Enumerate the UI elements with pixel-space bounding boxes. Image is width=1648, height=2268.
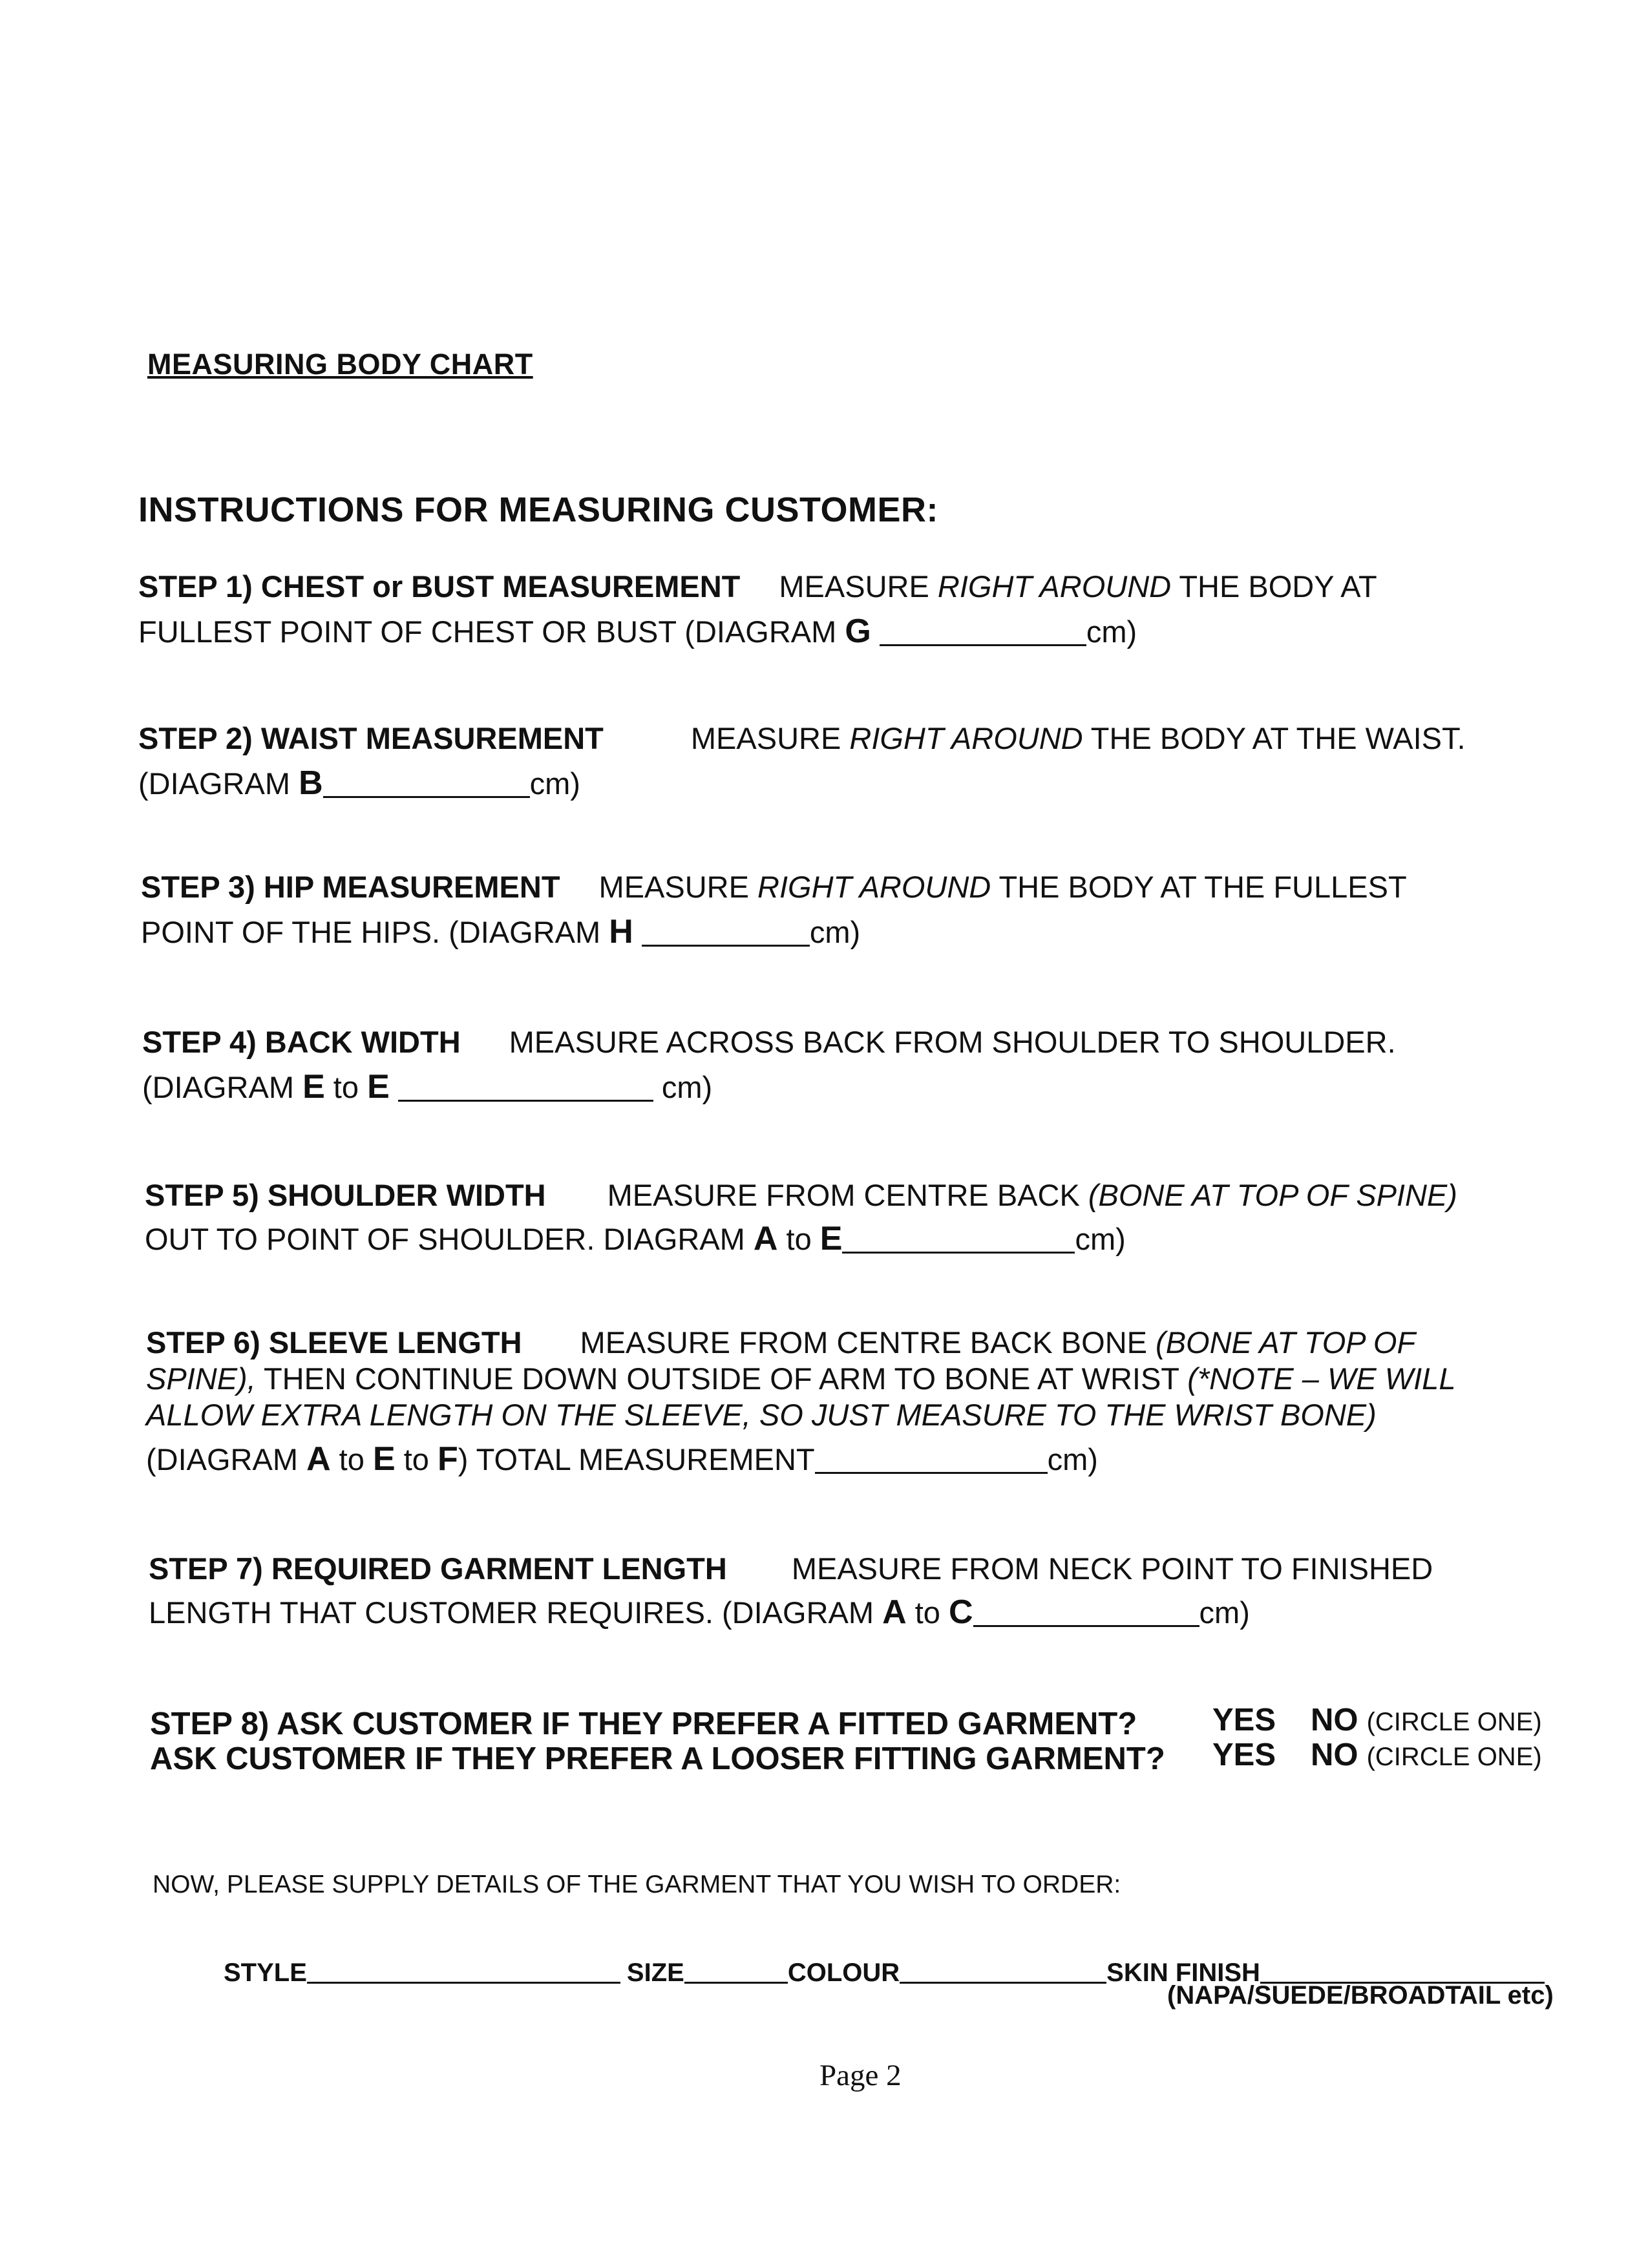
shoulder-width-field[interactable]	[842, 1221, 1075, 1254]
style-label: STYLE	[224, 1958, 307, 1987]
hip-measurement-field[interactable]	[642, 914, 810, 947]
page-number: Page 2	[819, 2059, 902, 2092]
colour-label: COLOUR	[787, 1958, 900, 1987]
step4-line2: (DIAGRAM E to E cm)	[142, 1068, 713, 1106]
skin-finish-field[interactable]	[1260, 1956, 1545, 1984]
style-field[interactable]	[307, 1956, 620, 1984]
sleeve-length-field[interactable]	[815, 1442, 1048, 1474]
step4-label: STEP 4) BACK WIDTH	[142, 1025, 461, 1059]
step7-line1: STEP 7) REQUIRED GARMENT LENGTH MEASURE FROM NECK POINT TO FINISHED	[149, 1551, 1433, 1586]
skin-finish-label: SKIN FINISH	[1106, 1958, 1260, 1987]
size-field[interactable]	[684, 1956, 788, 1984]
step6-line3: ALLOW EXTRA LENGTH ON THE SLEEVE, SO JUST MEASURE TO THE WRIST BONE)	[146, 1398, 1377, 1432]
looser-no-option[interactable]: NO	[1311, 1738, 1358, 1772]
waist-measurement-field[interactable]	[323, 766, 530, 798]
step5-label: STEP 5) SHOULDER WIDTH	[145, 1178, 546, 1212]
skin-finish-note: (NAPA/SUEDE/BROADTAIL etc)	[1167, 1981, 1554, 2010]
step7-line2: LENGTH THAT CUSTOMER REQUIRES. (DIAGRAM A to C cm)	[149, 1593, 1250, 1631]
step8-question-looser: ASK CUSTOMER IF THEY PREFER A LOOSER FITTING GARMENT?	[150, 1741, 1165, 1776]
step3-line2: POINT OF THE HIPS. (DIAGRAM H cm)	[141, 913, 861, 950]
step3-line1: STEP 3) HIP MEASUREMENT MEASURE RIGHT AROUND THE BODY AT THE FULLEST	[141, 870, 1407, 904]
size-label: SIZE	[626, 1958, 684, 1987]
looser-no-group: NO (CIRCLE ONE)	[1311, 1738, 1542, 1772]
instructions-heading: INSTRUCTIONS FOR MEASURING CUSTOMER:	[138, 490, 939, 529]
step4-line1: STEP 4) BACK WIDTH MEASURE ACROSS BACK FROM SHOULDER TO SHOULDER.	[142, 1025, 1396, 1059]
step8-question-fitted: STEP 8) ASK CUSTOMER IF THEY PREFER A FITTED GARMENT?	[150, 1706, 1137, 1741]
step6-label: STEP 6) SLEEVE LENGTH	[146, 1325, 522, 1360]
fitted-yes-option[interactable]: YES	[1212, 1703, 1276, 1738]
step3-label: STEP 3) HIP MEASUREMENT	[141, 870, 560, 904]
colour-field[interactable]	[900, 1956, 1106, 1984]
step1-label: STEP 1) CHEST or BUST MEASUREMENT	[138, 569, 741, 604]
fitted-no-option[interactable]: NO	[1311, 1703, 1358, 1738]
step5-line2: OUT TO POINT OF SHOULDER. DIAGRAM A to E cm)	[145, 1220, 1126, 1257]
order-instructions: NOW, PLEASE SUPPLY DETAILS OF THE GARMENT THAT YOU WISH TO ORDER:	[153, 1871, 1121, 1898]
step6-line1: STEP 6) SLEEVE LENGTH MEASURE FROM CENTRE BACK BONE (BONE AT TOP OF	[146, 1325, 1416, 1360]
step2-label: STEP 2) WAIST MEASUREMENT	[138, 721, 604, 755]
fitted-no-group: NO (CIRCLE ONE)	[1311, 1703, 1542, 1738]
step5-line1: STEP 5) SHOULDER WIDTH MEASURE FROM CENTRE BACK (BONE AT TOP OF SPINE)	[145, 1178, 1457, 1212]
step2-line1: STEP 2) WAIST MEASUREMENT MEASURE RIGHT AROUND THE BODY AT THE WAIST.	[138, 721, 1466, 755]
step6-line4: (DIAGRAM A to E to F) TOTAL MEASUREMENT cm)	[146, 1440, 1098, 1478]
document-title: MEASURING BODY CHART	[147, 348, 533, 381]
chest-measurement-field[interactable]	[880, 614, 1086, 646]
step1-line2: FULLEST POINT OF CHEST OR BUST (DIAGRAM G cm)	[138, 613, 1137, 650]
step1-line1: STEP 1) CHEST or BUST MEASUREMENT MEASURE RIGHT AROUND THE BODY AT	[138, 569, 1377, 604]
step2-line2: (DIAGRAM B cm)	[138, 764, 580, 802]
looser-yes-option[interactable]: YES	[1212, 1738, 1276, 1772]
step6-line2: SPINE), THEN CONTINUE DOWN OUTSIDE OF ARM TO BONE AT WRIST (*NOTE – WE WILL	[146, 1361, 1456, 1396]
garment-length-field[interactable]	[973, 1595, 1199, 1627]
back-width-field[interactable]	[398, 1069, 653, 1102]
step7-label: STEP 7) REQUIRED GARMENT LENGTH	[149, 1551, 727, 1586]
